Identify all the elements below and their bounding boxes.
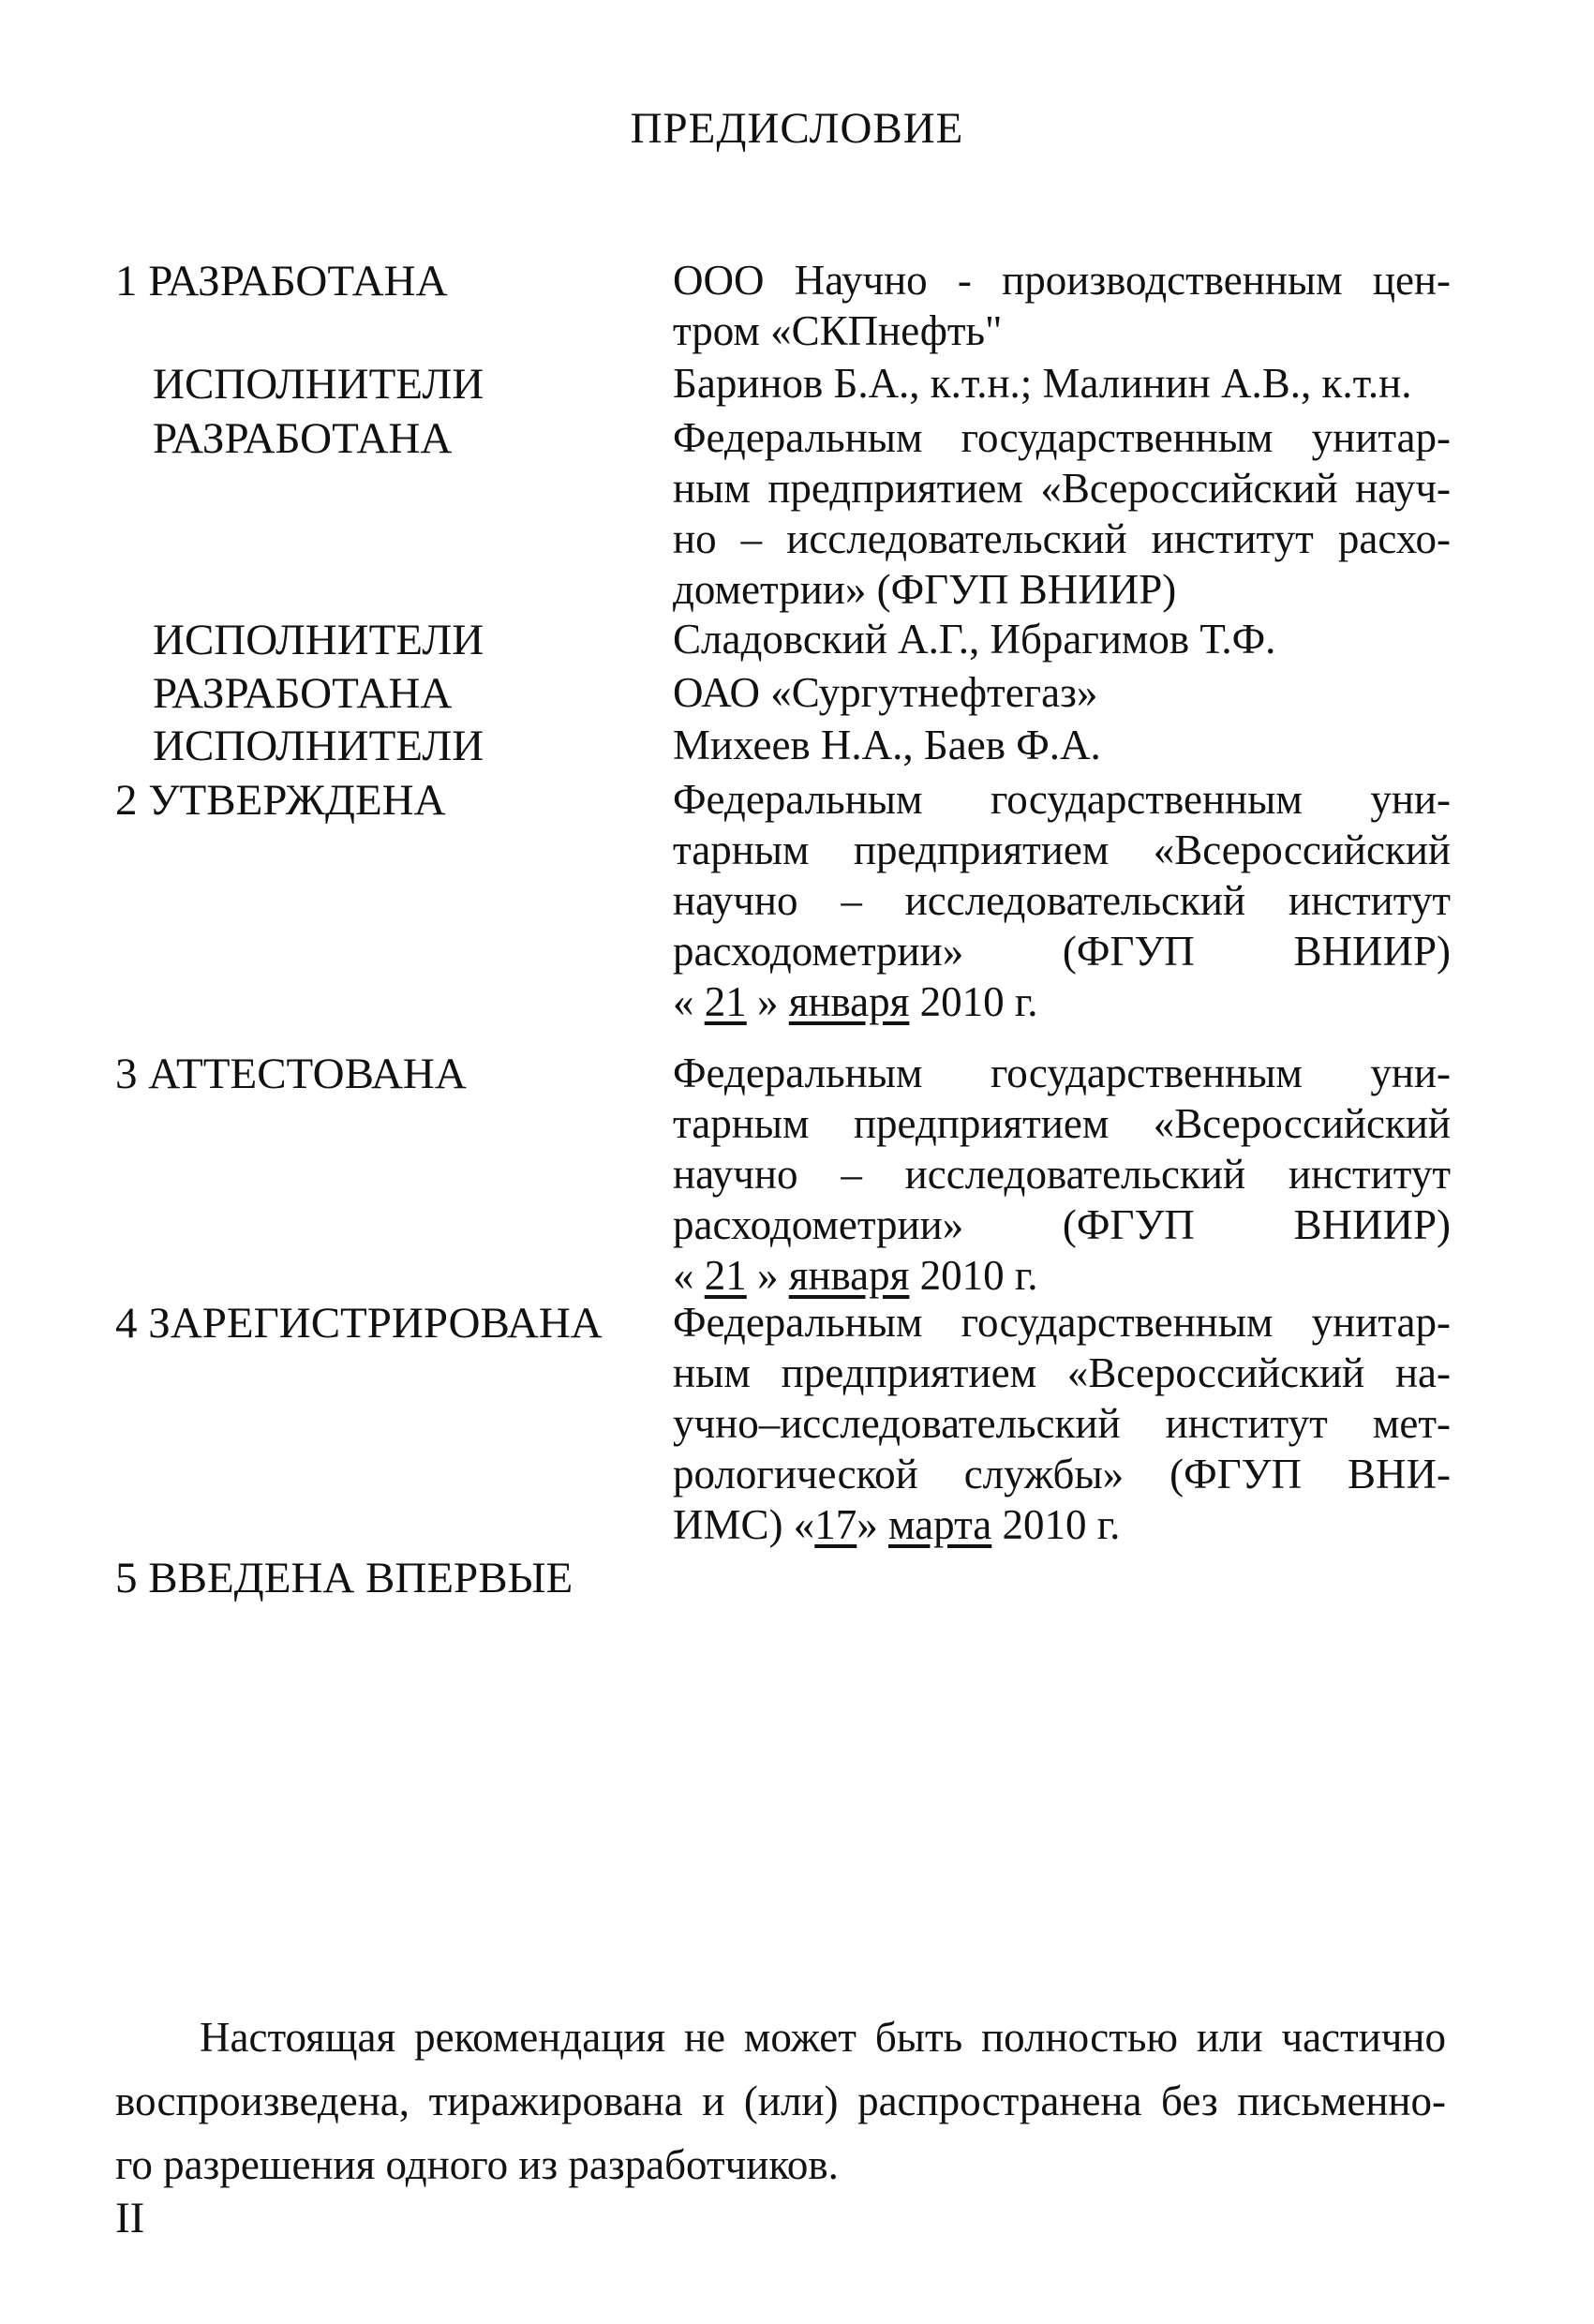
text-executors-3 xyxy=(673,720,1451,770)
label-introduced: 5 ВВЕДЕНА ВПЕРВЫЕ xyxy=(115,1554,574,1602)
page-number: II xyxy=(115,2194,145,2242)
text-line: ным предприятием «Всероссийский на- xyxy=(673,1349,1451,1396)
notice-line: воспроизведена, тиражирована и (или) распространена без письменно- xyxy=(115,2078,1446,2124)
text-line: ным предприятием «Всероссийский науч- xyxy=(673,465,1451,512)
label-developed-1: 1 РАЗРАБОТАНА xyxy=(115,257,448,305)
date-day: 21 xyxy=(704,978,747,1025)
text-line: дометрии» (ФГУП ВНИИР) xyxy=(673,566,1177,613)
date-day: 17 xyxy=(814,1501,857,1548)
text-line: рологической службы» (ФГУП ВНИ- xyxy=(673,1451,1451,1497)
text-line: Михеев Н.А., Баев Ф.А. xyxy=(673,722,1101,768)
notice-line: Настоящая рекомендация не может быть полностью или частично xyxy=(200,2014,1446,2061)
date-year: 2010 г. xyxy=(909,1252,1038,1299)
date-month: января xyxy=(788,978,910,1025)
text-line: Баринов Б.А., к.т.н.; Малинин А.В., к.т.н. xyxy=(673,360,1412,407)
date-month: марта xyxy=(888,1501,992,1548)
label-developed-2: РАЗРАБОТАНА xyxy=(153,414,453,463)
text-registered xyxy=(673,1297,1451,1550)
text-line: Федеральным государственным уни- xyxy=(673,776,1451,823)
date-open: « xyxy=(673,1252,705,1299)
text-line: расходометрии» (ФГУП ВНИИР) xyxy=(673,928,1451,975)
label-executors-1: ИСПОЛНИТЕЛИ xyxy=(153,360,484,409)
text-line: ОАО «Сургутнефтегаз» xyxy=(673,669,1098,716)
text-line: ООО Научно - производственным цен- xyxy=(673,257,1451,304)
date-close: » xyxy=(857,1501,889,1548)
text-developed-3 xyxy=(673,667,1451,718)
text-line: научно – исследовательский институт xyxy=(673,877,1451,924)
label-certified: 3 АТТЕСТОВАНА xyxy=(115,1050,467,1098)
text-line: тром «СКПнефть" xyxy=(673,307,1003,354)
text-line: тарным предприятием «Всероссийский xyxy=(673,827,1451,873)
date-prefix: ИМС) « xyxy=(673,1501,815,1548)
date-month: января xyxy=(788,1252,910,1299)
text-line: Федеральным государственным уни- xyxy=(673,1050,1451,1096)
label-executors-3: ИСПОЛНИТЕЛИ xyxy=(153,722,484,770)
page-title: ПРЕДИСЛОВИЕ xyxy=(630,104,964,153)
label-executors-2: ИСПОЛНИТЕЛИ xyxy=(153,616,484,664)
text-line: Федеральным государственным унитар- xyxy=(673,414,1451,461)
date-day: 21 xyxy=(704,1252,747,1299)
date-year: 2010 г. xyxy=(991,1501,1121,1548)
date-year: 2010 г. xyxy=(909,978,1038,1025)
text-certified xyxy=(673,1048,1451,1301)
text-line: Сладовский А.Г., Ибрагимов Т.Ф. xyxy=(673,616,1276,663)
text-executors-1 xyxy=(673,358,1451,409)
text-line: но – исследовательский институт расхо- xyxy=(673,515,1451,562)
date-line xyxy=(673,976,1451,1027)
label-approved: 2 УТВЕРЖДЕНА xyxy=(115,776,446,825)
text-line: научно – исследовательский институт xyxy=(673,1151,1451,1198)
text-developed-2 xyxy=(673,412,1451,615)
date-close: » xyxy=(746,1252,789,1299)
date-line xyxy=(673,1250,1451,1301)
label-registered: 4 ЗАРЕГИСТРИРОВАНА xyxy=(115,1299,603,1348)
text-line: расходометрии» (ФГУП ВНИИР) xyxy=(673,1201,1451,1248)
date-open: « xyxy=(673,978,705,1025)
notice-line: го разрешения одного из разработчиков. xyxy=(115,2141,839,2188)
label-developed-3: РАЗРАБОТАНА xyxy=(153,669,453,718)
text-approved xyxy=(673,774,1451,1027)
text-developed-1 xyxy=(673,255,1451,356)
date-close: » xyxy=(746,978,789,1025)
date-line xyxy=(673,1499,1451,1550)
copyright-notice xyxy=(115,2005,1446,2197)
text-line: Федеральным государственным унитар- xyxy=(673,1299,1451,1346)
text-line: тарным предприятием «Всероссийский xyxy=(673,1100,1451,1147)
text-line: учно–исследовательский институт мет- xyxy=(673,1400,1451,1447)
text-executors-2 xyxy=(673,614,1451,664)
